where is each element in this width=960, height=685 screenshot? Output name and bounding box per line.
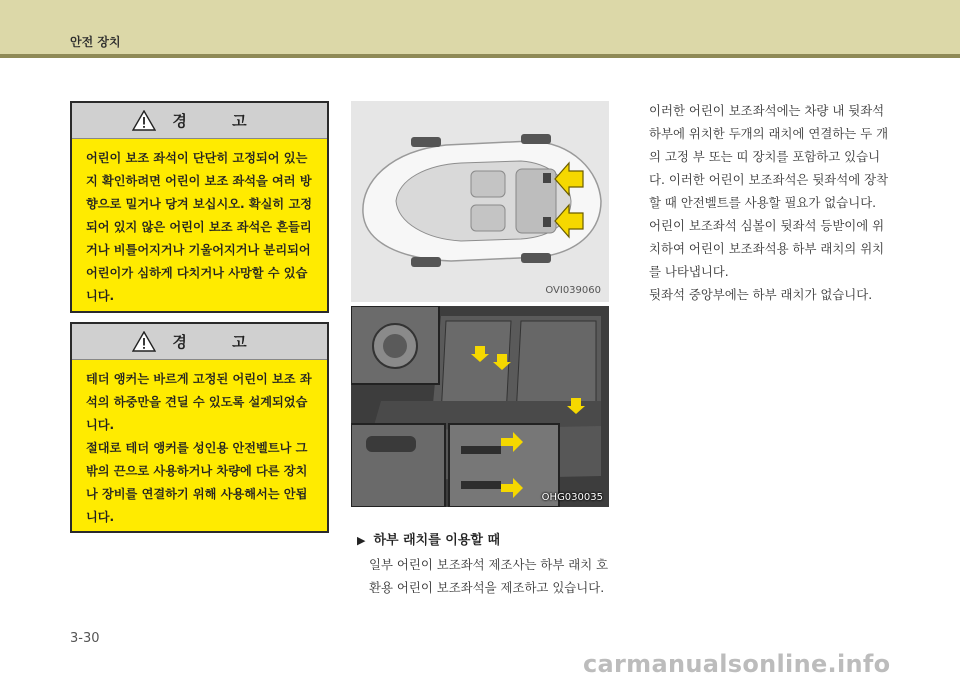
- warning-text: 어린이 보조 좌석이 단단히 고정되어 있는 지 확인하려면 어린이 보조 좌석을 여러 방 향으로 밀거나 당겨 보십시오. 확실히 고정 되어 있지 않은 어린이 보조 좌석은 흔들리 거나 비틀어지거나 기울어지거나 분리되어 어린이가 심하게 다치거나 사망할 수 있습 니다.: [86, 151, 312, 303]
- page-number: 3-30: [70, 631, 100, 646]
- rear-seat-latch-photo: [351, 306, 609, 507]
- warning-triangle-icon: [132, 110, 156, 131]
- figure-rear-seat: [351, 306, 609, 507]
- header-divider: [0, 54, 960, 58]
- car-top-view-illustration: [351, 101, 609, 302]
- warning-box-1: [70, 101, 329, 313]
- page-header: [0, 0, 960, 54]
- section-heading: [357, 529, 500, 548]
- figure-code: OHG030035: [541, 492, 603, 503]
- warning-triangle-icon: [132, 331, 156, 352]
- warning-title: 경 고: [172, 112, 267, 130]
- section-title: 안전 장치: [70, 35, 121, 49]
- section-body: 일부 어린이 보조좌석 제조사는 하부 래치 호 환용 어린이 보조좌석을 제조하고 있습니다.: [369, 557, 609, 595]
- warning-header: [72, 103, 327, 139]
- watermark: carmanualsonline.info: [583, 650, 891, 678]
- child-seat-symbol-icon: [383, 334, 407, 358]
- right-column-text: 이러한 어린이 보조좌석에는 차량 내 뒷좌석 하부에 위치한 두개의 래치에 연결하는 두 개 의 고정 부 또는 띠 장치를 포함하고 있습니 다. 이러한 어린이 보조좌석은 뒷좌석에 장착 할 때 안전벨트를 사용할 필요가 없습니다. 어린이 보조좌석 심볼이 뒷좌석 등받이에 위 치하여 어린이 보조좌석용 하부 래치의 위치 를 나타냅니다. 뒷좌석 중앙부에는 하부 래치가 없습니다.: [649, 103, 889, 302]
- figure-code: OVI039060: [545, 285, 601, 296]
- section-heading-text: 하부 래치를 이용할 때: [373, 533, 501, 548]
- warning-box-2: [70, 322, 329, 533]
- warning-header: [72, 324, 327, 360]
- figure-car-top-view: [351, 101, 609, 302]
- play-triangle-icon: ▶: [357, 534, 366, 547]
- warning-title: 경 고: [172, 333, 267, 351]
- warning-text: 테더 앵커는 바르게 고정된 어린이 보조 좌 석의 하중만을 견딜 수 있도록 설계되었습 니다. 절대로 테더 앵커를 성인용 안전벨트나 그 밖의 끈으로 사용하거나 차량에 다른 장치 나 장비를 연결하기 위해 사용해서는 안됩 니다.: [86, 372, 312, 524]
